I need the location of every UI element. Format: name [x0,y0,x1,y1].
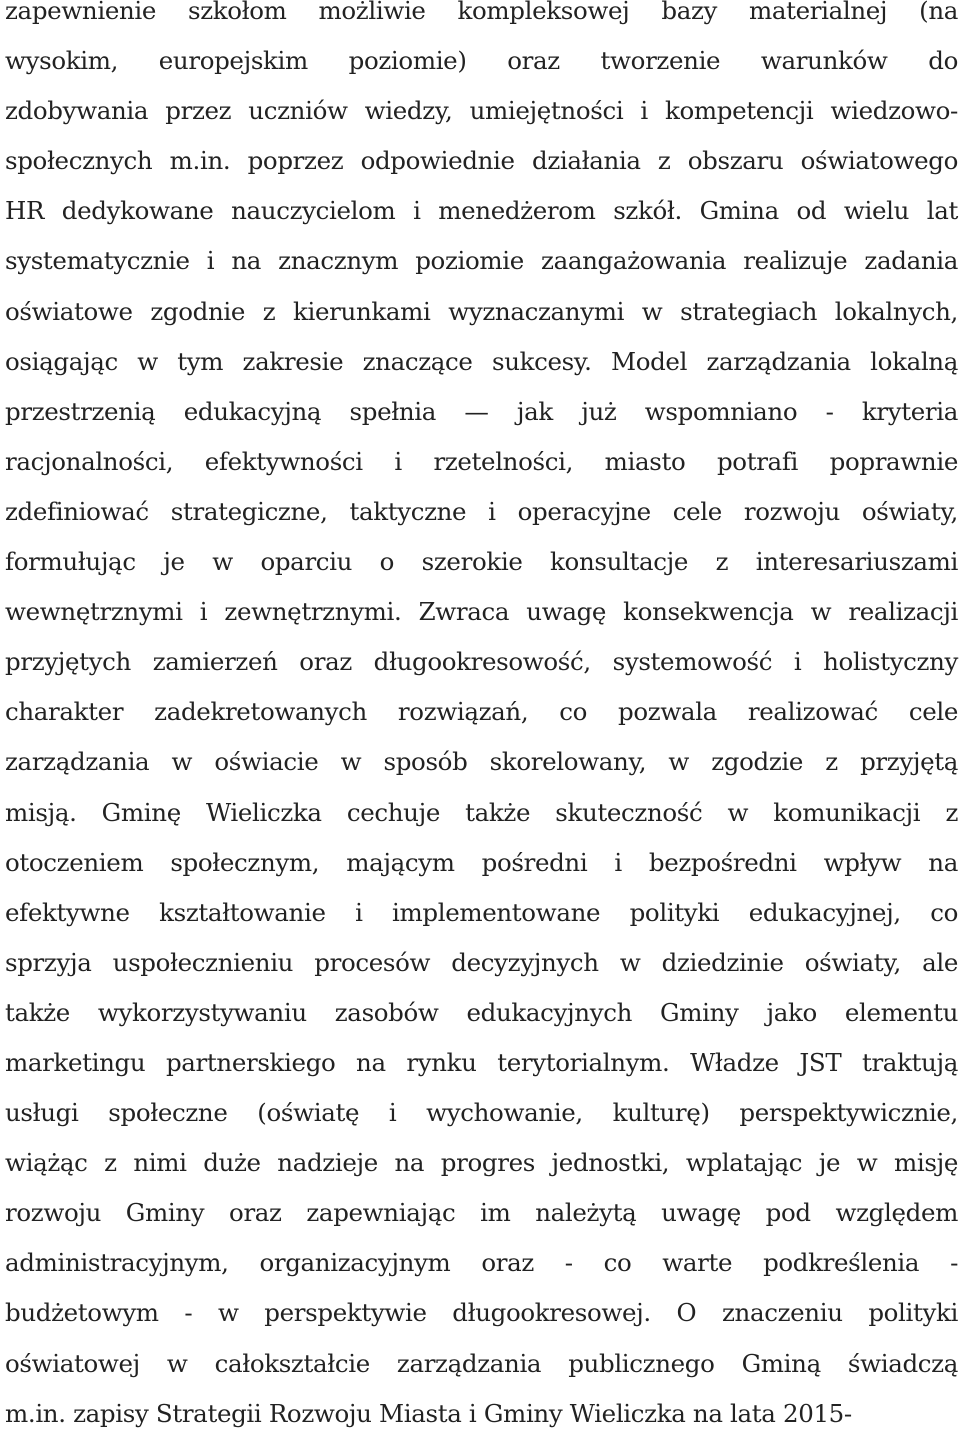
text-line: formułując je w oparciu o szerokie konsultacje z interesariuszami [5,547,958,577]
text-line: społecznych m.in. poprzez odpowiednie działania z obszaru oświatowego [5,146,958,176]
text-line: także wykorzystywaniu zasobów edukacyjnych Gminy jako elementu [5,997,958,1027]
text-line: osiągając w tym zakresie znaczące sukcesy. Model zarządzania lokalną [5,346,958,376]
text-line: charakter zadekretowanych rozwiązań, co pozwala realizować cele [5,697,958,727]
text-line: administracyjnym, organizacyjnym oraz - co warte podkreślenia - [5,1248,958,1278]
text-line: przyjętych zamierzeń oraz długookresowość, systemowość i holistyczny [5,647,958,677]
text-line: zdobywania przez uczniów wiedzy, umiejętności i kompetencji wiedzowo- [5,96,958,126]
text-line: zapewnienie szkołom możliwie kompleksowej bazy materialnej (na [5,0,958,25]
text-line: przestrzenią edukacyjną spełnia — jak już wspomniano - kryteria [5,396,958,426]
text-line: otoczeniem społecznym, mającym pośredni i bezpośredni wpływ na [5,847,958,877]
text-line: zdefiniować strategiczne, taktyczne i operacyjne cele rozwoju oświaty, [5,496,958,526]
text-line: m.in. zapisy Strategii Rozwoju Miasta i Gminy Wieliczka na lata 2015- [5,1398,852,1428]
text-line: oświatowe zgodnie z kierunkami wyznaczanymi w strategiach lokalnych, [5,296,958,326]
text-line: wiążąc z nimi duże nadzieje na progres jednostki, wplatając je w misję [5,1148,958,1178]
text-line: oświatowej w całokształcie zarządzania publicznego Gminą świadczą [5,1348,958,1378]
text-line: systematycznie i na znacznym poziomie zaangażowania realizuje zadania [5,246,958,276]
text-line: sprzyja uspołecznieniu procesów decyzyjnych w dziedzinie oświaty, ale [5,947,958,977]
text-line: wewnętrznymi i zewnętrznymi. Zwraca uwagę konsekwencja w realizacji [5,597,958,627]
text-line: marketingu partnerskiego na rynku terytorialnym. Władze JST traktują [5,1047,958,1077]
body-text [5,0,958,1439]
text-line: wysokim, europejskim poziomie) oraz tworzenie warunków do [5,46,958,76]
text-line: misją. Gminę Wieliczka cechuje także skuteczność w komunikacji z [5,797,958,827]
text-line: budżetowym - w perspektywie długookresowej. O znaczeniu polityki [5,1298,958,1328]
text-line: racjonalności, efektywności i rzetelności, miasto potrafi poprawnie [5,446,958,476]
text-line: HR dedykowane nauczycielom i menedżerom szkół. Gmina od wielu lat [5,196,958,226]
text-line: usługi społeczne (oświatę i wychowanie, kulturę) perspektywicznie, [5,1098,958,1128]
text-line: rozwoju Gminy oraz zapewniając im należytą uwagę pod względem [5,1198,958,1228]
text-line: zarządzania w oświacie w sposób skorelowany, w zgodzie z przyjętą [5,747,958,777]
text-line: efektywne kształtowanie i implementowane polityki edukacyjnej, co [5,897,958,927]
